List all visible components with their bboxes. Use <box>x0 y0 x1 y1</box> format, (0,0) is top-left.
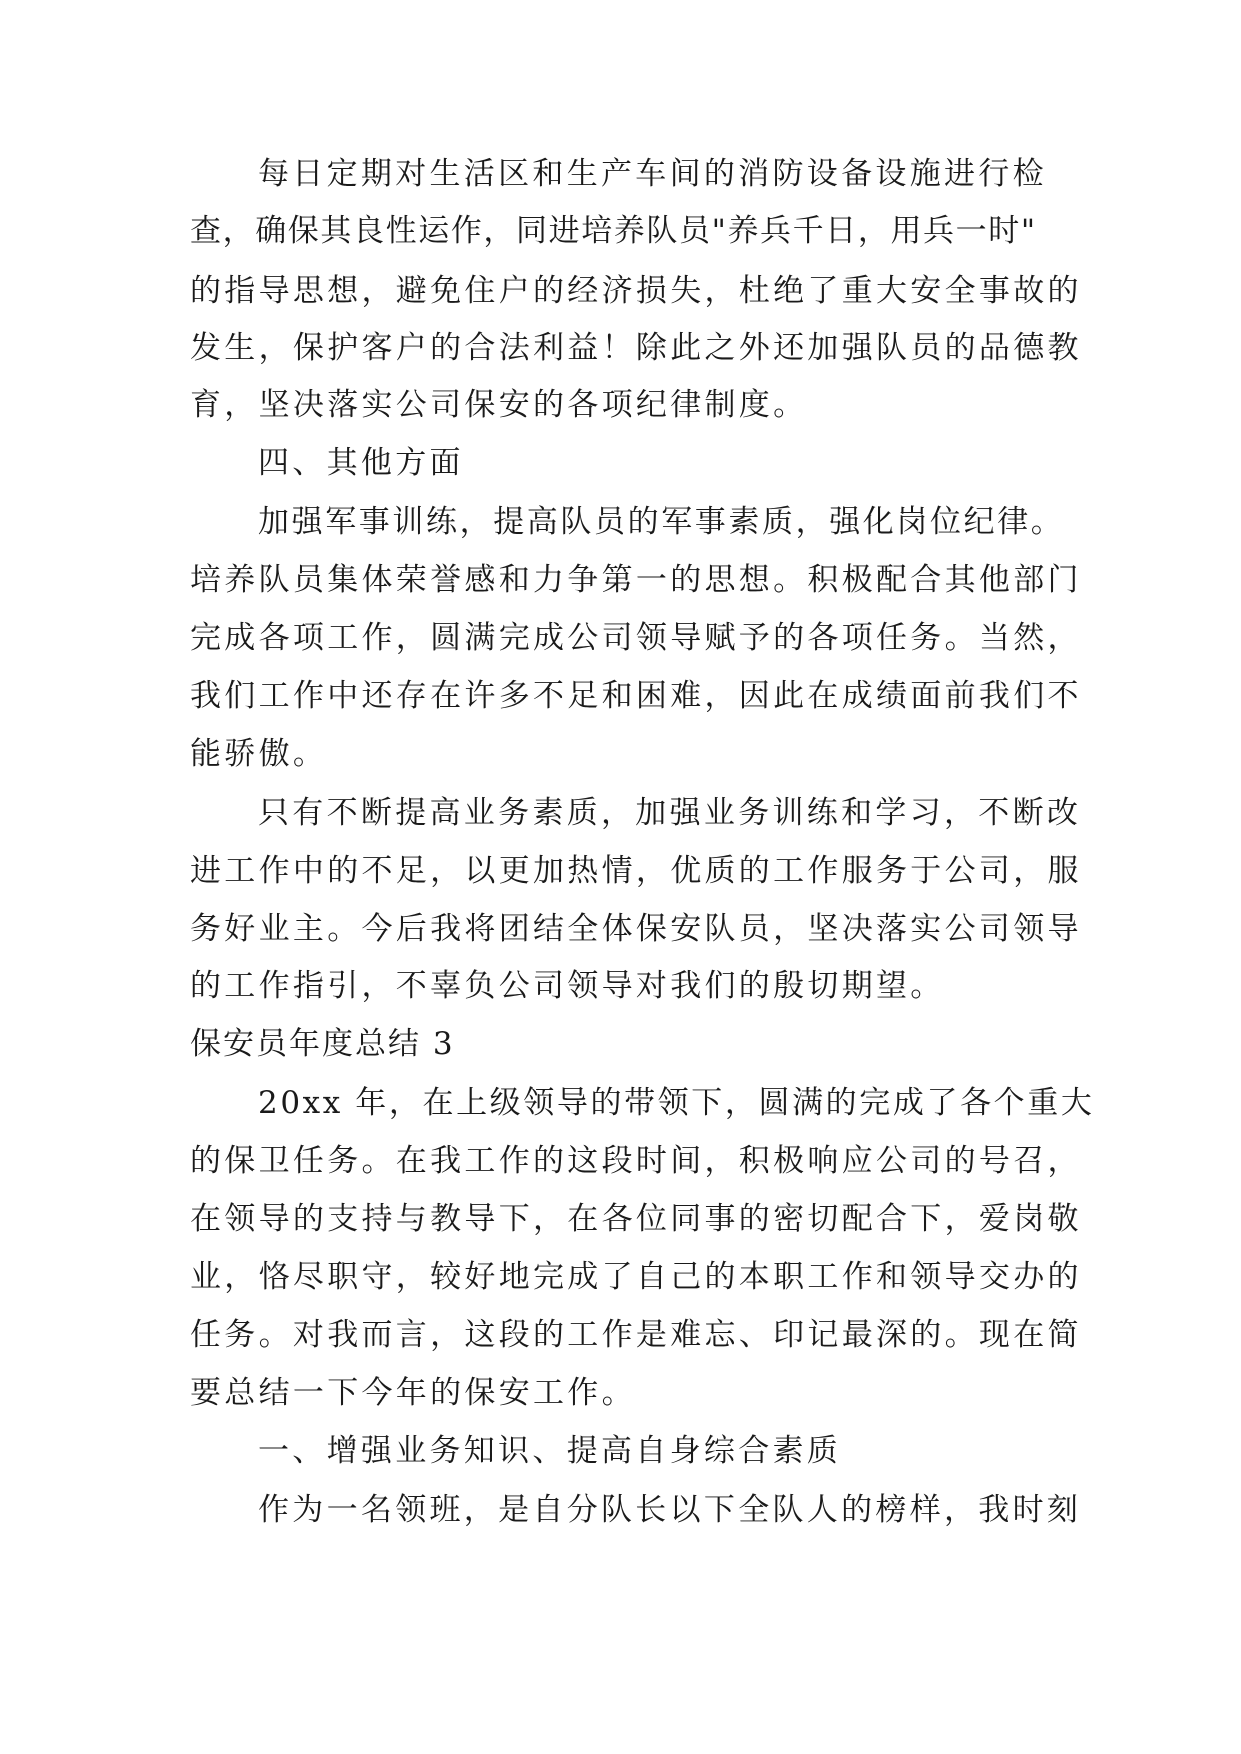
paragraph-line: 作为一名领班，是自分队长以下全队人的榜样，我时刻 <box>258 1492 1082 1528</box>
paragraph-line: 进工作中的不足，以更加热情，优质的工作服务于公司，服 <box>190 853 1082 889</box>
paragraph-line: 我们工作中还存在许多不足和困难，因此在成绩面前我们不 <box>190 678 1082 714</box>
paragraph-line: 的工作指引，不辜负公司领导对我们的殷切期望。 <box>190 968 945 1004</box>
paragraph-line: 加强军事训练，提高队员的军事素质，强化岗位纪律。 <box>258 504 1065 540</box>
paragraph-line: 完成各项工作，圆满完成公司领导赋予的各项任务。当然， <box>190 620 1082 656</box>
paragraph-line: 的指导思想，避免住户的经济损失，杜绝了重大安全事故的 <box>190 273 1082 309</box>
paragraph-line: 只有不断提高业务素质，加强业务训练和学习，不断改 <box>258 795 1082 831</box>
paragraph-line: 20xx 年，在上级领导的带领下，圆满的完成了各个重大 <box>258 1085 1095 1121</box>
paragraph-line: 每日定期对生活区和生产车间的消防设备设施进行检 <box>258 156 1047 192</box>
paragraph-line: 任务。对我而言，这段的工作是难忘、印记最深的。现在简 <box>190 1317 1082 1353</box>
paragraph-line: 业，恪尽职守，较好地完成了自己的本职工作和领导交办的 <box>190 1259 1082 1295</box>
paragraph-line: 务好业主。今后我将团结全体保安队员，坚决落实公司领导 <box>190 911 1082 947</box>
paragraph-line: 培养队员集体荣誉感和力争第一的思想。积极配合其他部门 <box>190 562 1082 598</box>
paragraph-line: 育，坚决落实公司保安的各项纪律制度。 <box>190 387 808 423</box>
paragraph-line: 在领导的支持与教导下，在各位同事的密切配合下，爱岗敬 <box>190 1201 1082 1237</box>
document-heading: 保安员年度总结 3 <box>190 1026 455 1062</box>
paragraph-line: 发生，保护客户的合法利益！除此之外还加强队员的品德教 <box>190 330 1082 366</box>
section-heading: 四、其他方面 <box>258 445 464 481</box>
paragraph-line: 的保卫任务。在我工作的这段时间，积极响应公司的号召， <box>190 1143 1082 1179</box>
paragraph-line: 要总结一下今年的保安工作。 <box>190 1375 636 1411</box>
section-heading: 一、增强业务知识、提高自身综合素质 <box>258 1433 842 1469</box>
paragraph-line: 查，确保其良性运作，同进培养队员"养兵千日，用兵一时" <box>190 213 1037 249</box>
paragraph-line: 能骄傲。 <box>190 736 328 772</box>
